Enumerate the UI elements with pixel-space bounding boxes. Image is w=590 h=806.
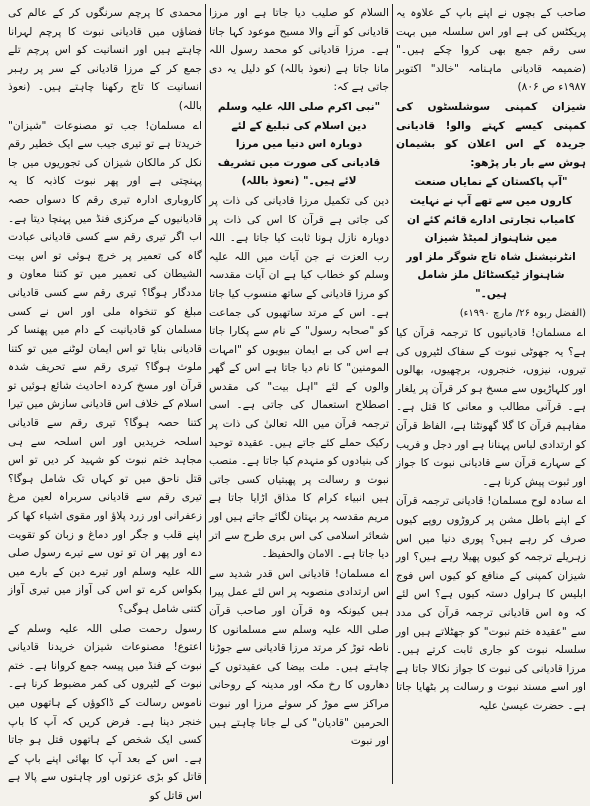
paragraph: شیزان کمپنی سوشلسٹوں کی کمپنی کیسے کہتے والو! قادیانی جریدہ کے اس اعلان کو بشیمان ہوش سے بار بار پڑھو:: [396, 100, 586, 169]
paragraph: اے مسلمان! جب تو مصنوعات "شیزان" خریدتا ہے تو تیری جیب سے ایک خطیر رقم نکل کر مالکان شیزان کی تجوریوں میں جا پہنچتی ہے اور پھر نبوت کاذبہ کا یہ کاروباری ادارہ تیری رقم کا دسواں حصہ قادیانیوں کے مرکزی فنڈ میں پہنچا دیتا ہے۔ اب اگر تیری رقم سے کسی قادیانی عبادت گاہ کی تعمیر پر خرچ ہوئی تو اس بیت الشیطان کی تعمیر میں تو کتنا معاون و مددگار ہوگا؟ تیری رقم سے کسی قادیانی مبلغ کو تنخواہ ملی اور اس نے کسی مسلمان کو قادیانیت کے دام میں پھنسا کر قادیانی بنایا تو اس ایمان لوٹنے میں تو کتنا ملوث ہوگا؟ تیری رقم سے تحریف شدہ قرآن اور مسخ کردہ احادیث شائع ہوئیں تو اسلام کے خلاف اس قادیانی سازش میں تیرا کتنا حصہ ہوگا؟ تیری رقم سے قادیانی اسلحہ خریدیں اور اس اسلحہ سے ہی مجاہد ختم نبوت کو شہید کر دیں تو اس قتل ناحق میں تو کہاں تک شامل ہوگا؟ تیری رقم سے قادیانی سربراہ لعین مرغ زعفرانی اور زرد پلاؤ اور مقوی اشیاء کھا کر اپنے قلب و جگر اور دماغ و زبان کو تقویت دے اور پھر ان تو توں سے تیرے رسول صلی اللہ علیہ وسلم اور تیرے دین کے بارے میں بکواس کرے تو اس کی آواز میں تیری آواز کتنی شامل ہوگی؟: [8, 119, 202, 615]
newspaper-page: [4, 4, 586, 802]
paragraph: اے مسلمان! قادیانی اس قدر شدید سے اس ارتدادی منصوبہ پر اس لئے عمل پیرا ہیں کیونکہ وہ قرآن اور صاحب قرآن صلی اللہ علیہ وسلم سے مسلمانوں کا ناطہ توڑ کر مرتد مرزا قادیانی سے جوڑنا چاہتے ہیں۔ ملت بیضا کی عقیدتوں کے دھاروں کا رخ مکہ اور مدینہ کے روحانی مراکز سے موڑ کر سوئے مرزا اور نبوت الحرمین "قادیان" کی لے جانا چاہتے ہیں اور نبوت: [209, 567, 389, 748]
paragraph: اے مسلمان! قادیانیوں کا ترجمہ قرآن کیا ہے؟ یہ جھوٹی نبوت کے سفاک لٹیروں کی تیروں، نیزوں، خنجروں، برچھیوں، بھالوں اور کلہاڑیوں سے مسخ ہو کر قرآن پر یلغار ہے۔ قرآنی مطالب و معانی کا قتل ہے۔ مفاہیم قرآن کا گلا گھونٹنا ہے، الفاظ قرآن کو ارتدادی لباس پہنانا ہے اور دجل و فریب کے سہارے قرآن سے قادیانی نبوت کا جواز اور ثبوت پیش کرنا ہے۔: [396, 327, 586, 488]
column-left: [8, 4, 202, 802]
paragraph: صاحب کے بچوں نے اپنے باپ کے علاوہ یہ پریکٹس کی ہے اور اس سلسلہ میں بہت سی رقم جمع بھی کروا چکے ہیں۔" (ضمیمہ قادیانی ماہنامہ "خالد" اکتوبر ۱۹۸۷ء ص ۸۰۶): [396, 7, 586, 94]
paragraph: رسول رحمت صلی اللہ علیہ وسلم کے اعتوع! مصنوعات شیزان خریدنا قادیانی نبوت کے فنڈ میں پیسہ جمع کروانا ہے۔ ختم نبوت کے لٹیروں کی کمر مضبوط کرنا ہے۔ ناموس رسالت کے ڈاکوؤں کے ہاتھوں میں خنجر دینا ہے۔ فرض کریں کہ آپ کا باپ کسی ایک شخص کے ہاتھوں قتل ہو جاتا ہے۔ اس کے بعد آپ کا بھائی اپنے باپ کے قاتل کو بڑی عزتوں اور چاہتوں سے پالا ہے اس قاتل کو: [8, 622, 202, 802]
paragraph: دین کی تکمیل مرزا قادیانی کی ذات پر کی جاتی ہے قرآن کا اس کی ذات پر دوبارہ نازل ہونا ثابت کیا جاتا ہے۔ اللہ رب العزت نے جن آیات میں اللہ علیہ وسلم کو خطاب کیا ہے ان آیات مقدسہ کو مرزا قادیانی کے ساتھ منسوب کیا جاتا ہے۔ اس کے مرتد ساتھیوں کی جماعت کو "صحابہ رسول" کے نام سے پکارا جاتا ہے اس کی بے ایمان بیویوں کو "امہات المومنین" کا نام دیا جاتا ہے اس کے گھر والوں کے لئے "اہل بیت" کی مقدس اصطلاح استعمال کی جاتی ہے۔ اسی ترجمہ قرآن میں اللہ تعالیٰ کی ذات پر رکیک حملے کئے جاتے ہیں۔ عقیدہ توحید کی بنیادوں کو منہدم کیا جاتا ہے۔ منصب نبوت و رسالت پر پھبتیاں کسی جاتی ہیں انبیاء کرام کا مذاق اڑایا جاتا ہے مریم مقدسہ پر بہتان لگائے جاتے ہیں اور شعائر اسلامی کی اس بری طرح سے اتر دیا جاتا ہے۔ الامان والحفیظ۔: [209, 194, 389, 561]
quotation: "آپ پاکستان کے نمایاں صنعت کاروں میں سے تھے آپ نے نہایت کامیاب تجارتی ادارے قائم کئے ان میں شاہنواز لمیٹڈ شیزان انٹرنیشنل شاہ تاج شوگر ملز اور شاہنواز ٹیکسٹائل ملز شامل ہیں۔": [406, 176, 576, 300]
column-right: [396, 4, 586, 784]
quotation: "نبی اکرم صلی اللہ علیہ وسلم دین اسلام کی تبلیغ کے لئے دوبارہ اس دنیا میں مرزا قادیانی کی صورت میں تشریف لائے ہیں۔" (نعوذ باللہ): [217, 100, 381, 188]
column-divider: [392, 4, 393, 784]
column-middle: [209, 4, 389, 784]
paragraph: السلام کو صلیب دیا جاتا ہے اور مرزا قادیانی کو آنے والا مسیح موعود کہا جاتا ہے۔ مرزا قادیانی کو محمد رسول اللہ مانا جاتا ہے (نعوذ باللہ) کو دلیل یہ دی جاتی ہے کہ:: [209, 7, 389, 94]
citation: (الفضل ربوہ ۲۶/ مارچ ۱۹۹۰ء): [459, 307, 586, 319]
paragraph: محمدی کا پرچم سرنگوں کر کے عالم کی فضاؤں میں قادیانی نبوت کا پرچم لہرانا چاہتے ہیں اور انسانیت کو اس پرچم تلے جمع کر کے مرزا قادیانی کے سر پر رہبر انسانیت کا تاج رکھنا چاہتے ہیں۔ (نعوذ باللہ): [8, 7, 202, 112]
paragraph: اے سادہ لوح مسلمان! قادیانی ترجمہ قرآن کے اپنے باطل مشن پر کروڑوں روپے کیوں صرف کر رہے ہیں؟ پوری دنیا میں اس زہریلے ترجمہ کو کیوں پھیلا رہے ہیں؟ اور شیزان کمپنی کے منافع کو کیوں اس فوج ابلیس کا ہراول دستہ کیوں ہے؟ اس لئے کہ وہ اس قادیانی ترجمہ قرآن کی مدد سے "عقیدہ ختم نبوت" کو جھٹلاتے ہیں اور سلسلہ نبوت کو جاری ثابت کرتے ہیں۔ مرزا قادیانی کی نبوت کا جواز نکالا جاتا ہے اور اسے مسند نبوت و رسالت پر بٹھایا جاتا ہے۔ حضرت عیسیٰ علیہ: [396, 495, 586, 712]
column-divider: [205, 4, 206, 784]
